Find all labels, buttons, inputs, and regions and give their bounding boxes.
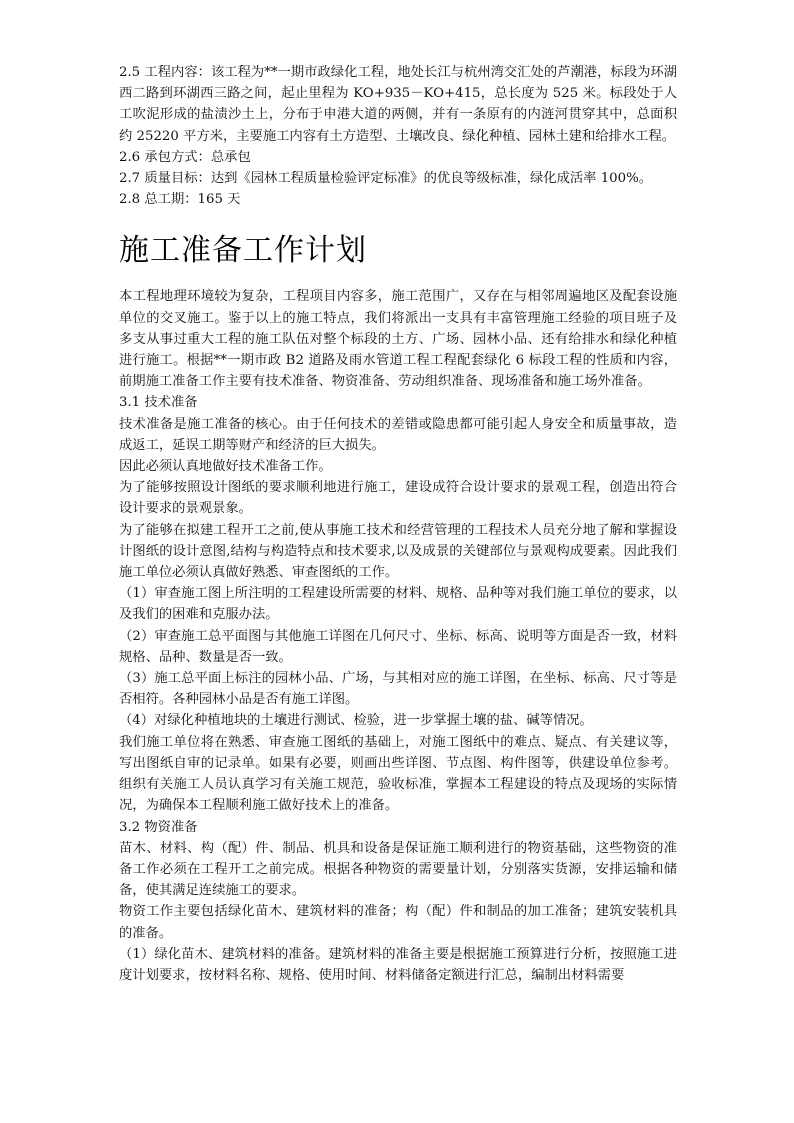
paragraph-project-content: 2.5 工程内容：该工程为**一期市政绿化工程，地处长江与杭州湾交汇处的芦潮港，标段为环湖西二路到环湖西三路之间，起止里程为 KO+935－KO+415，总长度为 525 米。标段处于人工吹泥形成的盐渍沙土上，分布于申港大道的两侧，并有一条原有的内涟河贯穿其中，总面积约 25220 平方米，主要施工内容有土方造型、土壤改良、绿化种植、园林土建和给排水工程。 bbox=[119, 65, 677, 144]
paragraph-material-scope: 物资工作主要包括绿化苗木、建筑材料的准备；构（配）件和制品的加工准备；建筑安装机具的准备。 bbox=[119, 904, 677, 941]
paragraph-quality-target: 2.7 质量目标：达到《园林工程质量检验评定标准》的优良等级标准，绿化成活率 100%。 bbox=[119, 171, 653, 187]
paragraph-drawing-review: 为了能够在拟建工程开工之前,使从事施工技术和经营管理的工程技术人员充分地了解和掌握设计图纸的设计意图,结构与构造特点和技术要求,以及成景的关键部位与景观构成要素。因此我们施工单位必须认真做好熟悉、审查图纸的工作。 bbox=[119, 522, 677, 581]
paragraph-technical-core: 技术准备是施工准备的核心。由于任何技术的差错或隐患都可能引起人身安全和质量事故，造成返工，延误工期等财产和经济的巨大损失。 bbox=[119, 416, 677, 453]
paragraph-material-basis: 苗木、材料、构（配）件、制品、机具和设备是保证施工顺利进行的物资基础，这些物资的准备工作必须在工程开工之前完成。根据各种物资的需要量计划，分别落实货源，安排运输和储备，使其满足连续施工的要求。 bbox=[119, 840, 677, 899]
paragraph-intro: 本工程地理环境较为复杂，工程项目内容多，施工范围广，又存在与相邻周遍地区及配套设施单位的交叉施工。鉴于以上的施工特点，我们将派出一支具有丰富管理施工经验的项目班子及多支从事过重大工程的施工队伍对整个标段的土方、广场、园林小品、还有给排水和绿化种植进行施工。根据**一期市政 B2 道路及雨水管道工程工程配套绿化 6 标段工程的性质和内容，前期施工准备工作主要有技术准备、物资准备、劳动组织准备、现场准备和施工场外准备。 bbox=[119, 289, 677, 390]
list-item-1: （1）审查施工图上所注明的工程建设所需要的材料、规格、品种等对我们施工单位的要求，以及我们的困难和克服办法。 bbox=[119, 586, 677, 623]
document-body bbox=[119, 62, 677, 986]
subheading-material-prep: 3.2 物资准备 bbox=[119, 819, 198, 835]
paragraph-technical-must: 因此必须认真地做好技术准备工作。 bbox=[119, 459, 332, 475]
paragraph-total-duration: 2.8 总工期：165 天 bbox=[119, 192, 241, 208]
paragraph-review-record: 我们施工单位将在熟悉、审查施工图纸的基础上，对施工图纸中的难点、疑点、有关建议等，写出图纸自审的记录单。如果有必要，则画出些详图、节点图、构件图等，供建设单位参考。组织有关施工人员认真学习有关施工规范，验收标准，掌握本工程建设的特点及现场的实际情况，为确保本工程顺利施工做好技术上的准备。 bbox=[119, 734, 677, 814]
list-item-4: （4）对绿化种植地块的土壤进行测试、检验，进一步掌握土壤的盐、碱等情况。 bbox=[119, 713, 593, 729]
list-item-3: （3）施工总平面上标注的园林小品、广场，与其相对应的施工详图，在坐标、标高、尺寸等是否相符。各种园林小品是否有施工详图。 bbox=[119, 671, 677, 708]
paragraph-contract-method: 2.6 承包方式：总承包 bbox=[119, 149, 251, 165]
list-item-material-1: （1）绿化苗木、建筑材料的准备。建筑材料的准备主要是根据施工预算进行分析，按照施工进度计划要求，按材料名称、规格、使用时间、材料储备定额进行汇总，编制出材料需要 bbox=[119, 946, 677, 983]
list-item-2: （2）审查施工总平面图与其他施工详图在几何尺寸、坐标、标高、说明等方面是否一致，材料规格、品种、数量是否一致。 bbox=[119, 628, 677, 665]
section-heading: 施工准备工作计划 bbox=[119, 233, 367, 269]
paragraph-design-requirement: 为了能够按照设计图纸的要求顺利地进行施工，建设成符合设计要求的景观工程，创造出符合设计要求的景观景象。 bbox=[119, 480, 677, 517]
subheading-technical-prep: 3.1 技术准备 bbox=[119, 395, 198, 411]
